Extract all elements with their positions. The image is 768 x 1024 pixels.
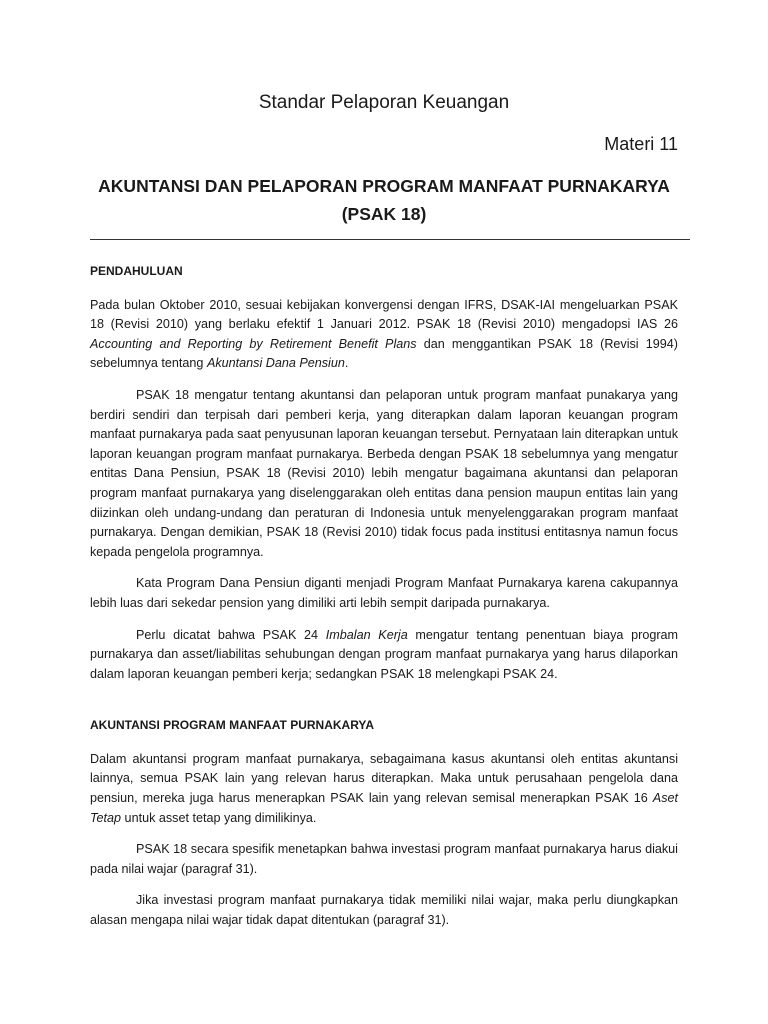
paragraph-text: untuk asset tetap yang dimilikinya. <box>121 810 317 825</box>
paragraph-text: dan menggantikan PSAK 18 (Revisi 1994) sebelumnya tentang <box>90 336 678 371</box>
document-body <box>90 262 678 943</box>
section-heading-pendahuluan: PENDAHULUAN <box>90 264 183 278</box>
paragraph: PSAK 18 mengatur tentang akuntansi dan pelaporan untuk program manfaat punakarya yang berdiri sendiri dan terpisah dari pemberi kerja, yang diterapkan dalam laporan keuangan program manfaat purnakarya pada saat penyusunan laporan keuangan tersebut. Pernyataan lain diterapkan untuk laporan keuangan program manfaat purnakarya. Berbeda dengan PSAK 18 sebelumnya yang mengatur entitas Dana Pensiun, PSAK 18 (Revisi 2010) lebih mengatur bagaimana akuntansi dan pelaporan program manfaat purnakarya yang diselenggarakan oleh entitas dana pension maupun entitas lain yang diizinkan oleh undang-undang dan peraturan di Indonesia untuk menyelenggarakan program manfaat purnakarya. Dengan demikian, PSAK 18 (Revisi 2010) tidak focus pada institusi entitasnya namun focus kepada pengelola programnya. <box>90 387 678 559</box>
paragraph: Jika investasi program manfaat purnakarya tidak memiliki nilai wajar, maka perlu diungkapkan alasan mengapa nilai wajar tidak dapat ditentukan (paragraf 31). <box>90 893 678 928</box>
document-header-title: Standar Pelaporan Keuangan <box>258 92 510 113</box>
italic-term: Akuntansi Dana Pensiun <box>206 356 345 371</box>
paragraph-text: Perlu dicatat bahwa PSAK 24 <box>136 627 326 642</box>
paragraph-text: Pada bulan Oktober 2010, sesuai kebijakan konvergensi dengan IFRS, DSAK-IAI mengeluarkan PSAK 18 (Revisi 2010) yang berlaku efektif 1 Januari 2012. PSAK 18 (Revisi 2010) mengadopsi IAS 26 <box>90 297 678 332</box>
main-title-line-1: AKUNTANSI DAN PELAPORAN PROGRAM MANFAAT PURNAKARYA <box>98 176 670 196</box>
horizontal-divider <box>90 239 690 240</box>
italic-term: Imbalan Kerja <box>325 627 408 642</box>
paragraph-text: mengatur tentang penentuan biaya program purnakarya dan asset/liabilitas sehubungan dengan program manfaat purnakarya yang harus dilaporkan dalam laporan keuangan pemberi kerja; sedangkan PSAK 18 melengkapi PSAK 24. <box>90 627 679 681</box>
paragraph <box>90 296 678 374</box>
main-title <box>90 172 678 228</box>
paragraph-text: . <box>344 356 349 371</box>
main-title-line-2: (PSAK 18) <box>341 204 427 224</box>
section-heading-akuntansi: AKUNTANSI PROGRAM MANFAAT PURNAKARYA <box>90 718 374 733</box>
italic-term: Accounting and Reporting by Retirement Benefit Plans <box>90 336 417 351</box>
paragraph: Kata Program Dana Pensiun diganti menjadi Program Manfaat Purnakarya karena cakupannya lebih luas dari sekedar pension yang dimiliki arti lebih sempit daripada purnakarya. <box>90 576 678 610</box>
paragraph <box>90 750 678 828</box>
italic-term: Aset Tetap <box>90 791 678 825</box>
paragraph: PSAK 18 secara spesifik menetapkan bahwa investasi program manfaat purnakarya harus diakui pada nilai wajar (paragraf 31). <box>90 842 678 876</box>
paragraph <box>90 626 678 685</box>
paragraph-text: Dalam akuntansi program manfaat purnakarya, sebagaimana kasus akuntansi oleh entitas akuntansi lainnya, semua PSAK lain yang relevan harus diterapkan. Maka untuk perusahaan pengelola dana pensiun, mereka juga harus menerapkan PSAK lain yang relevan semisal menerapkan PSAK 16 <box>90 751 678 806</box>
materi-label: Materi 11 <box>604 134 678 154</box>
